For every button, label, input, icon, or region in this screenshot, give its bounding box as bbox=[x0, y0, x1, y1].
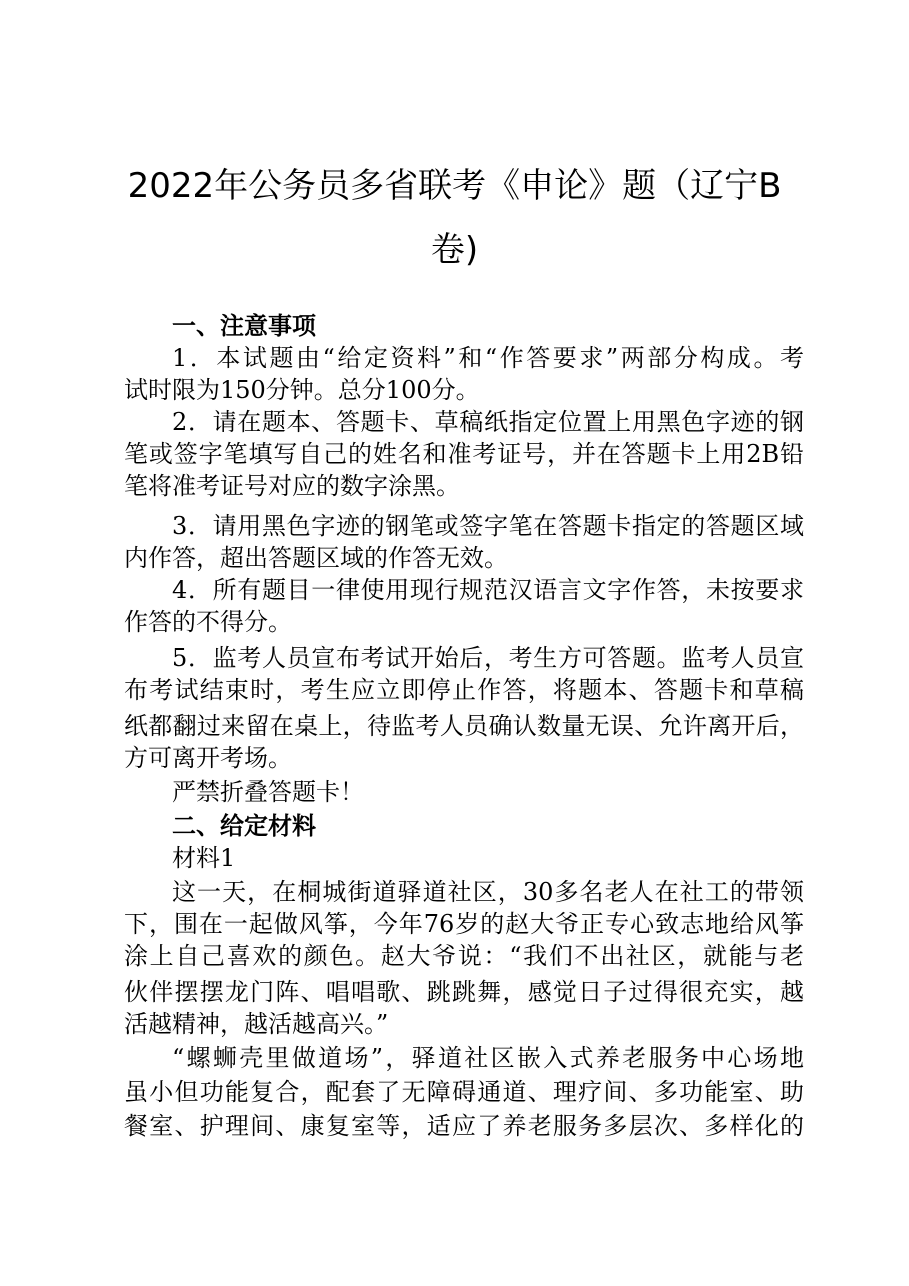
note-item-4-line-2: 作答的不得分。 bbox=[124, 608, 292, 636]
note-item-5-line-1: 5．监考人员宣布考试开始后，考生方可答题。监考人员宣 bbox=[172, 644, 804, 672]
material-para-1-line-2: 下，围在一起做风筝，今年76岁的赵大爷正专心致志地给风筝 bbox=[124, 910, 804, 938]
note-item-2-line-1: 2．请在题本、答题卡、草稿纸指定位置上用黑色字迹的钢 bbox=[172, 408, 804, 436]
material-para-1-line-3: 涂上自己喜欢的颜色。赵大爷说：“我们不出社区，就能与老 bbox=[124, 942, 804, 970]
document-title-line-1: 2022年公务员多省联考《申论》题（辽宁B bbox=[127, 166, 782, 206]
note-item-1-line-1: 1．本试题由“给定资料”和“作答要求”两部分构成。考 bbox=[172, 344, 804, 372]
note-item-2-line-2: 笔或签字笔填写自己的姓名和准考证号，并在答题卡上用2B铅 bbox=[124, 440, 804, 468]
document-title-line-2: 卷) bbox=[430, 230, 479, 270]
note-item-3-line-1: 3．请用黑色字迹的钢笔或签字笔在答题卡指定的答题区域 bbox=[172, 512, 804, 540]
note-item-4-line-1: 4．所有题目一律使用现行规范汉语言文字作答，未按要求 bbox=[172, 576, 804, 604]
note-item-5-line-3: 纸都翻过来留在桌上，待监考人员确认数量无误、允许离开后， bbox=[124, 712, 804, 740]
material-para-1-line-4: 伙伴摆摆龙门阵、唱唱歌、跳跳舞，感觉日子过得很充实，越 bbox=[124, 978, 804, 1006]
material-para-2-line-1: “螺蛳壳里做道场”，驿道社区嵌入式养老服务中心场地 bbox=[172, 1044, 804, 1072]
note-item-1-line-2: 试时限为150分钟。总分100分。 bbox=[124, 376, 480, 404]
section-heading-notes: 一、注意事项 bbox=[172, 312, 316, 340]
note-item-2-line-3: 笔将准考证号对应的数字涂黑。 bbox=[124, 472, 460, 500]
material-para-1-line-5: 活越精神，越活越高兴。” bbox=[124, 1010, 389, 1038]
material-para-2-line-3: 餐室、护理间、康复室等，适应了养老服务多层次、多样化的 bbox=[124, 1112, 804, 1140]
material-para-1-line-1: 这一天，在桐城街道驿道社区，30多名老人在社工的带领 bbox=[172, 878, 804, 906]
note-item-3-line-2: 内作答，超出答题区域的作答无效。 bbox=[124, 544, 508, 572]
warning-text: 严禁折叠答题卡！ bbox=[172, 778, 364, 806]
material-label: 材料1 bbox=[172, 844, 236, 872]
note-item-5-line-2: 布考试结束时，考生应立即停止作答，将题本、答题卡和草稿 bbox=[124, 676, 804, 704]
note-item-5-line-4: 方可离开考场。 bbox=[124, 744, 292, 772]
material-para-2-line-2: 虽小但功能复合，配套了无障碍通道、理疗间、多功能室、助 bbox=[124, 1078, 804, 1106]
section-heading-materials: 二、给定材料 bbox=[172, 812, 316, 840]
